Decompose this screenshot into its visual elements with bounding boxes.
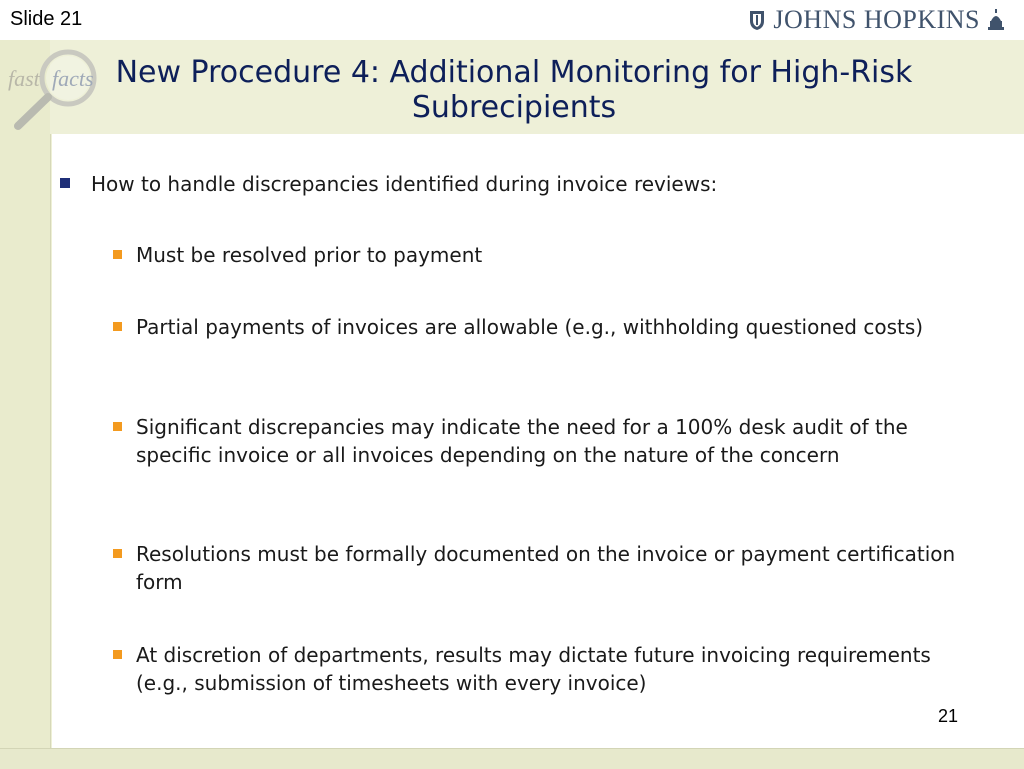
sub-bullet-square-icon	[113, 422, 122, 431]
sub-bullet-text: Significant discrepancies may indicate the need for a 100% desk audit of the specific invoice or all invoices depending on the nature of the concern	[136, 415, 908, 467]
slide-title-line-2: Subrecipients	[411, 90, 617, 125]
sub-bullet-text: At discretion of departments, results may dictate future invoicing requirements (e.g., submission of timesheets with every invoice)	[136, 643, 931, 695]
slide-title-line-1: New Procedure 4: Additional Monitoring for High-Risk	[115, 55, 913, 90]
slide-number-label: Slide 21	[10, 8, 83, 30]
main-bullet-square-icon	[60, 178, 70, 188]
slide-header-bar	[0, 0, 1024, 41]
bottom-decorative-strip	[0, 748, 1024, 769]
page-number: 21	[938, 706, 959, 726]
sub-bullet-text: Partial payments of invoices are allowable (e.g., withholding questioned costs)	[136, 315, 924, 339]
main-bullet-text: How to handle discrepancies identified during invoice reviews:	[91, 172, 718, 196]
logo-text: JOHNS HOPKINS	[773, 5, 980, 34]
jh-shield-icon	[749, 9, 765, 31]
svg-text:facts: facts	[52, 66, 94, 91]
dome-icon	[988, 9, 1004, 31]
sub-bullet-text: Must be resolved prior to payment	[136, 243, 483, 267]
sub-bullet-text: Resolutions must be formally documented on the invoice or payment certification form	[136, 542, 956, 594]
fastfacts-text: fast	[8, 66, 40, 91]
sub-bullet-square-icon	[113, 322, 122, 331]
johns-hopkins-logo	[749, 6, 1004, 34]
sub-bullet-square-icon	[113, 650, 122, 659]
left-decorative-strip	[0, 40, 51, 768]
sub-bullet-square-icon	[113, 549, 122, 558]
sub-bullet-square-icon	[113, 250, 122, 259]
slide-title	[60, 55, 968, 125]
